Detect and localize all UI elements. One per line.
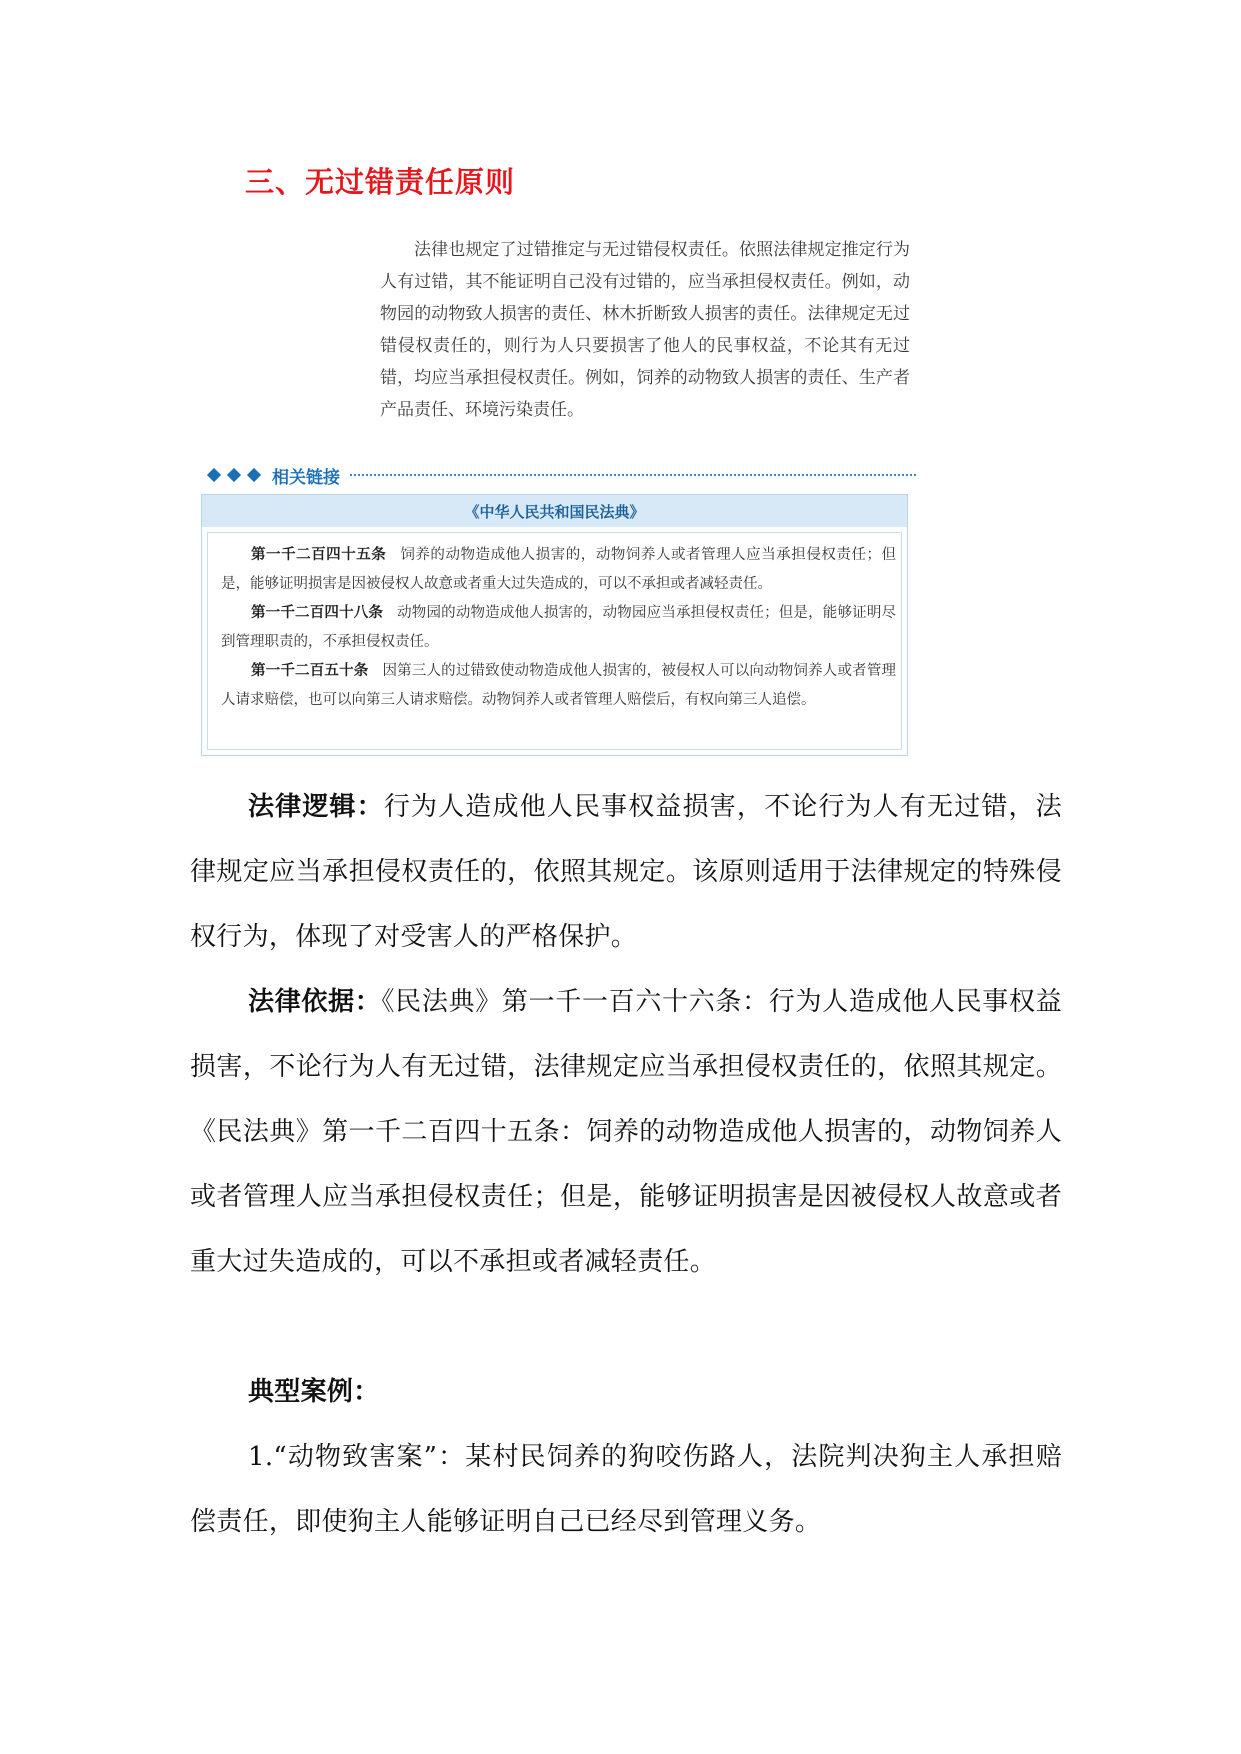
textbook-excerpt: 法律也规定了过错推定与无过错侵权责任。依照法律规定推定行为人有过错，其不能证明自己没有过错的，应当承担侵权责任。例如，动物园的动物致人损害的责任、林木折断致人损害的责任。法律规定无过错侵权责任的，则行为人只要损害了他人的民事权益，不论其有无过错，均应当承担侵权责任。例如，饲养的动物致人损害的责任、生产者产品责任、环境污染责任。 [380,240,910,420]
article-number: 第一千二百四十八条 [251,605,384,621]
case-item: 1.“动物致害案”：某村民饲养的狗咬伤路人，法院判决狗主人承担赔偿责任，即使狗主人能够证明自己已经尽到管理义务。 [190,1442,1062,1537]
civil-code-box-title: 《中华人民共和国民法典》 [202,495,907,527]
civil-code-articles [207,532,902,750]
typical-cases-heading [190,1360,1062,1425]
article-item [221,541,896,599]
dotted-divider [350,474,916,476]
diamond-bullets-icon [206,470,262,480]
legal-basis-text: 《民法典》第一千一百六十六条：行为人造成他人民事权益损害，不论行为人有无过错，法律规定应当承担侵权责任的，依照其规定。《民法典》第一千二百四十五条：饲养的动物造成他人损害的，动物饲养人或者管理人应当承担侵权责任；但是，能够证明损害是因被侵权人故意或者重大过失造成的，可以不承担或者减轻责任。 [190,987,1062,1277]
legal-basis-label: 法律依据： [248,987,382,1017]
article-item [221,599,896,657]
article-number: 第一千二百四十五条 [251,547,387,563]
article-text: 因第三人的过错致使动物造成他人损害的，被侵权人可以向动物饲养人或者管理人请求赔偿，也可以向第三人请求赔偿。动物饲养人或者管理人赔偿后，有权向第三人追偿。 [221,663,897,708]
article-text: 饲养的动物造成他人损害的，动物饲养人或者管理人应当承担侵权责任；但是，能够证明损害是因被侵权人故意或者重大过失造成的，可以不承担或者减轻责任。 [221,547,897,592]
article-text: 动物园的动物造成他人损害的，动物园应当承担侵权责任；但是，能够证明尽到管理职责的，不承担侵权责任。 [221,605,896,650]
typical-cases-label: 典型案例： [248,1377,380,1407]
related-links-title: 相关链接 [272,467,340,488]
legal-logic-label: 法律逻辑： [248,792,384,822]
article-item [221,657,896,715]
section-heading: 三、无过错责任原则 [245,165,516,199]
legal-logic-text: 行为人造成他人民事权益损害，不论行为人有无过错，法律规定应当承担侵权责任的，依照其规定。该原则适用于法律规定的特殊侵权行为，体现了对受害人的严格保护。 [190,792,1062,952]
legal-logic-paragraph [190,775,1062,970]
article-number: 第一千二百五十条 [251,663,369,679]
legal-basis-paragraph [190,970,1062,1295]
civil-code-box [201,494,908,756]
related-links-bar [206,462,916,488]
